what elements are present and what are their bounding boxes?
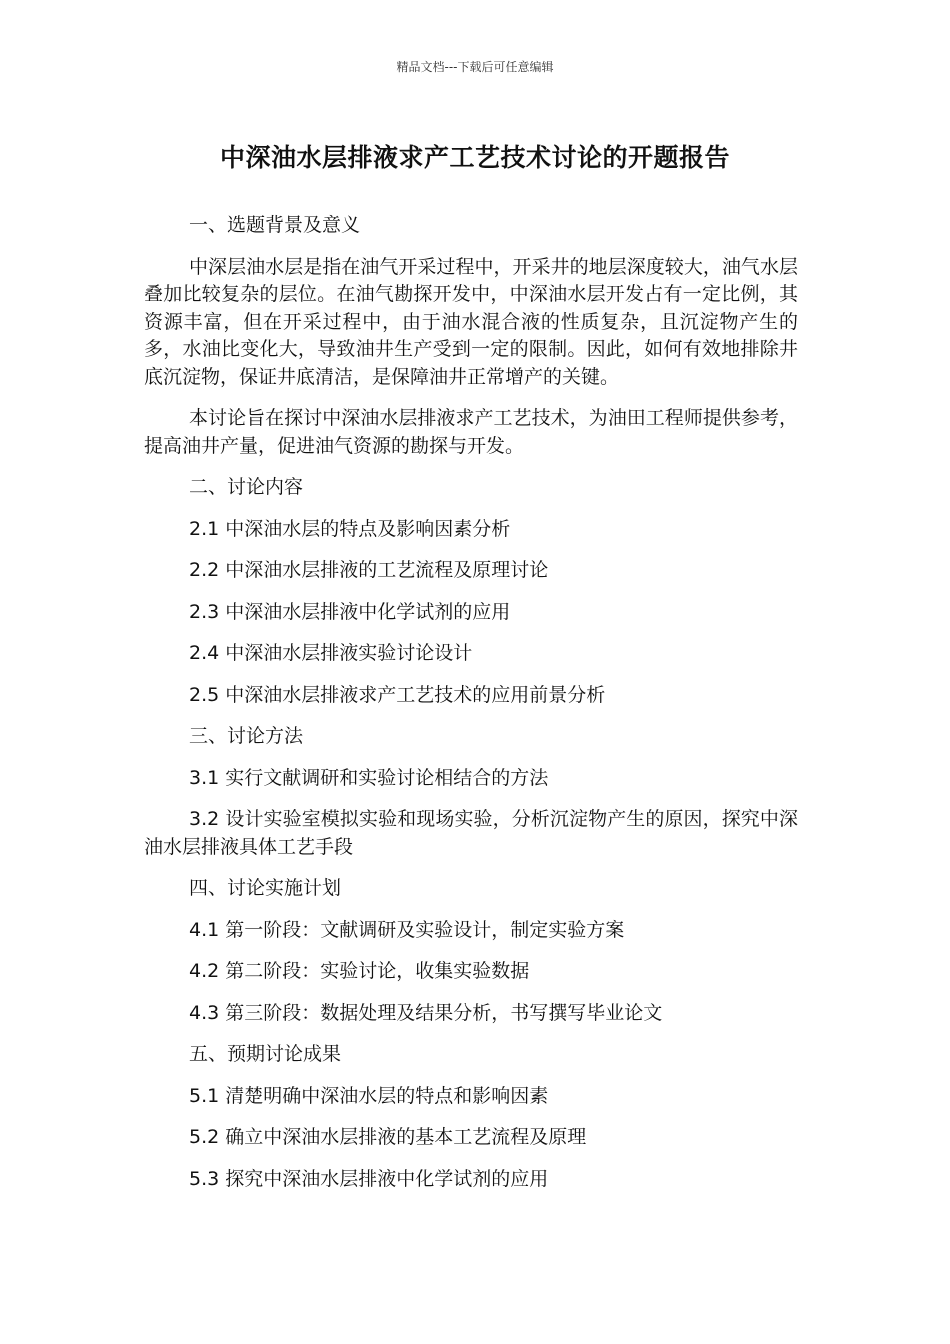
section-heading-method: 三、讨论方法	[189, 725, 304, 747]
list-item: 4.1 第一阶段：文献调研及实验设计，制定实验方案	[189, 918, 625, 941]
list-item: 4.2 第二阶段：实验讨论，收集实验数据	[189, 960, 530, 982]
document-body	[144, 212, 798, 1207]
header-note: 精品文档---下载后可任意编辑	[396, 60, 554, 74]
paragraph-background: 中深层油水层是指在油气开采过程中，开采井的地层深度较大，油气水层叠加比较复杂的层位。在油气勘探开发中，中深油水层开发占有一定比例，其资源丰富，但在开采过程中，由于油水混合液的性质复杂，且沉淀物产生的多，水油比变化大，导致油井生产受到一定的限制。因此，如何有效地排除井底沉淀物，保证井底清洁，是保障油井正常增产的关键。	[144, 255, 798, 388]
list-item: 5.2 确立中深油水层排液的基本工艺流程及原理	[189, 1126, 587, 1148]
list-item: 2.3 中深油水层排液中化学试剂的应用	[189, 600, 511, 623]
list-item: 4.3 第三阶段：数据处理及结果分析，书写撰写毕业论文	[189, 1001, 663, 1024]
list-item: 2.5 中深油水层排液求产工艺技术的应用前景分析	[189, 683, 606, 706]
section-heading-plan: 四、讨论实施计划	[189, 877, 342, 899]
list-item: 5.3 探究中深油水层排液中化学试剂的应用	[189, 1167, 549, 1190]
list-item: 2.4 中深油水层排液实验讨论设计	[189, 642, 473, 664]
paragraph-purpose: 本讨论旨在探讨中深油水层排液求产工艺技术，为油田工程师提供参考，提高油井产量，促进油气资源的勘探与开发。	[144, 407, 798, 457]
list-item-wrapped: 3.2 设计实验室模拟实验和现场实验，分析沉淀物产生的原因，探究中深油水层排液具体工艺手段	[144, 808, 798, 858]
section-heading-background: 一、选题背景及意义	[189, 214, 361, 236]
document-title: 中深油水层排液求产工艺技术讨论的开题报告	[219, 143, 730, 172]
section-heading-content: 二、讨论内容	[189, 476, 304, 498]
list-item: 3.1 实行文献调研和实验讨论相结合的方法	[189, 766, 549, 789]
list-item: 2.1 中深油水层的特点及影响因素分析	[189, 517, 511, 540]
list-item: 5.1 清楚明确中深油水层的特点和影响因素	[189, 1084, 549, 1107]
list-item: 2.2 中深油水层排液的工艺流程及原理讨论	[189, 559, 549, 581]
section-heading-results: 五、预期讨论成果	[189, 1043, 342, 1065]
